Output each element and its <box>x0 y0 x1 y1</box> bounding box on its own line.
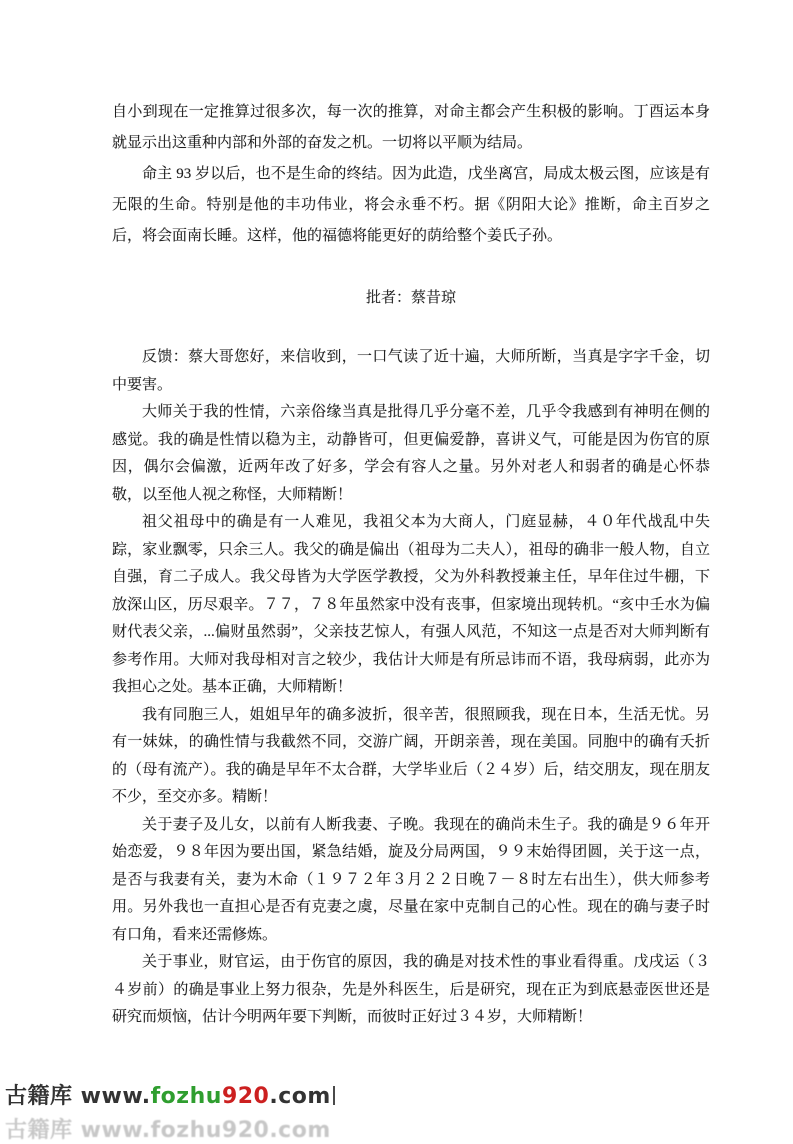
watermark-url-suffix: .com <box>269 1084 331 1109</box>
paragraph-feedback-career: 关于事业，财官运，由于伤官的原因，我的确是对技术性的事业看得重。戊戌运（３４岁前）的确是事业上努力很杂，先是外科医生，后是研究，现在正为到底悬壶医世还是研究而烦恼，估计今明两年要下判断，而彼时正好过３４岁，大师精断！ <box>112 954 710 1025</box>
watermark-cursor-mark <box>333 1086 335 1105</box>
author-byline: 批者：蔡昔琼 <box>365 290 456 306</box>
paragraph-feedback-siblings: 我有同胞三人，姐姐早年的确多波折，很辛苦，很照顾我，现在日本，生活无忧。另有一妹妹，的确性情与我截然不同，交游广阔，开朗亲善，现在美国。同胞中的确有夭折的（母有流产）。我的确是早年不太合群，大学毕业后（２４岁）后，结交朋友，现在朋友不少，至交亦多。精断！ <box>112 706 710 805</box>
paragraph-feedback-wife-children: 关于妻子及儿女，以前有人断我妻、子晚。我现在的确尚未生子。我的确是９６年开始恋爱，９８年因为要出国，紧急结婚，旋及分局两国，９９末始得团圆，关于这一点，是否与我妻有关，妻为木命（１９７２年３月２２日晚７－８时左右出生），供大师参考用。另外我也一直担心是否有克妻之虞，尽量在家中克制自己的心性。现在的确与妻子时有口角，看来还需修炼。 <box>112 816 710 943</box>
watermark-url-www: www. <box>80 1084 151 1109</box>
paragraph-feedback-temperament: 大师关于我的性情，六亲俗缘当真是批得几乎分毫不差，几乎令我感到有神明在侧的感觉。我的确是性情以稳为主，动静皆可，但更偏爱静，喜讲义气，可能是因为伤官的原因，偶尔会偏激，近两年改了好多，学会有容人之量。另外对老人和弱者的确是心怀恭敬，以至他人视之称怪，大师精断！ <box>112 404 710 503</box>
paragraph-conclusion-2: 命主 93 岁以后，也不是生命的终结。因为此造，戊坐离宫，局成太极云图，应该是有无限的生命。特别是他的丰功伟业，将会永垂不朽。据《阴阳大论》推断，命主百岁之后，将会面南长睡。这样，他的福德将能更好的荫给整个姜氏子孙。 <box>112 166 710 244</box>
feedback-letter-section <box>112 344 710 1032</box>
watermark-url-red: 920 <box>221 1084 270 1109</box>
watermark-site-name: 古籍库 <box>5 1084 81 1109</box>
watermark-url-green: fozhu <box>150 1084 222 1109</box>
paragraph-feedback-grandparents: 祖父祖母中的确是有一人难见，我祖父本为大商人，门庭显赫，４０年代战乱中失踪，家业飘零，只余三人。我父的确是偏出（祖母为二夫人），祖母的确非一般人物，自立自强，育二子成人。我父母皆为大学医学教授，父为外科教授兼主任，早年住过牛棚，下放深山区，历尽艰辛。７７，７８年虽然家中没有丧事，但家境出现转机。“亥中壬水为偏财代表父亲，...偏财虽然弱”，父亲技艺惊人，有强人风范，不知这一点是否对大师判断有参考作用。大师对我母相对言之较少，我估计大师是有所忌讳而不语，我母病弱，此亦为我担心之处。基本正确，大师精断！ <box>112 514 710 695</box>
reading-conclusion-section <box>112 97 710 314</box>
site-watermark-ghost: 古籍库 www.fozhu920.com <box>5 1118 331 1143</box>
site-watermark <box>5 1084 335 1110</box>
paragraph-conclusion-1: 自小到现在一定推算过很多次，每一次的推算，对命主都会产生积极的影响。丁酉运本身就显示出这重种内部和外部的奋发之机。一切将以平顺为结局。 <box>112 104 710 151</box>
paragraph-feedback-intro: 反馈：蔡大哥您好，来信收到，一口气读了近十遍，大师所断，当真是字字千金，切中要害。 <box>112 349 710 393</box>
